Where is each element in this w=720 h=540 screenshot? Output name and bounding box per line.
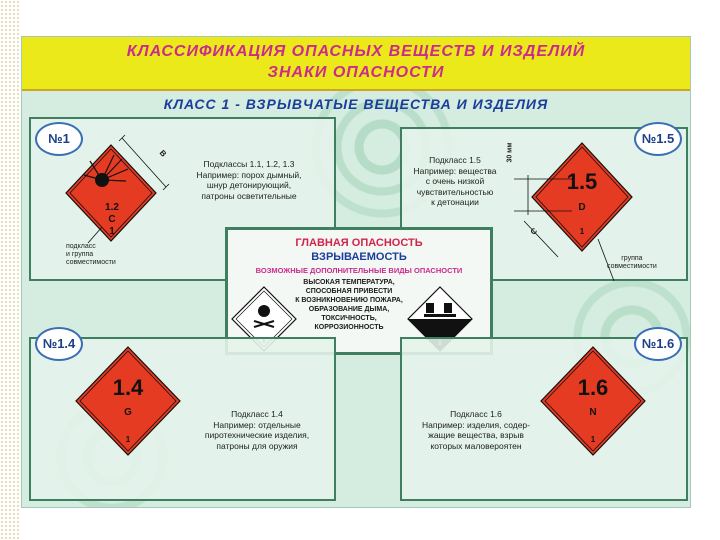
text-n1-line: шнур детонирующий, xyxy=(206,180,292,190)
badge-n1-6: №1.6 xyxy=(634,327,682,361)
text-n1-4 xyxy=(192,409,322,451)
text-n1-6-line: Например: изделия, содер- xyxy=(422,419,530,430)
poster xyxy=(22,37,690,507)
text-n1 xyxy=(174,159,324,201)
sign-1-2-class: 1 xyxy=(109,226,115,237)
badge-n1: №1 xyxy=(35,122,83,156)
poster-title-line1: КЛАССИФИКАЦИЯ ОПАСНЫХ ВЕЩЕСТВ И ИЗДЕЛИЙ xyxy=(126,43,586,60)
callout-n1 xyxy=(66,243,116,267)
callout-n1-5-line: совместимости xyxy=(607,263,657,270)
additional-hazard-item: СПОСОБНАЯ ПРИВЕСТИ xyxy=(305,288,393,295)
text-n1-5-line: Подкласс 1.5 xyxy=(429,155,481,165)
callout-n1-line: и группа xyxy=(66,251,94,258)
sign-1-6-class: 1 xyxy=(590,435,596,444)
callout-n1-line: совместимости xyxy=(66,259,116,266)
additional-hazard-item: ОБРАЗОВАНИЕ ДЫМА, xyxy=(308,306,390,313)
text-n1-6-line: Подкласс 1.6 xyxy=(450,409,502,419)
additional-hazards-list xyxy=(284,278,414,332)
additional-hazard-item: ТОКСИЧНОСТЬ, xyxy=(321,315,377,322)
text-n1-6 xyxy=(406,409,546,451)
text-n1-line: патроны осветительные xyxy=(201,190,297,201)
additional-hazard-item: КОРРОЗИОННОСТЬ xyxy=(314,324,384,331)
callout-n1-line: подкласс xyxy=(66,243,96,250)
text-n1-4-line: пиротехнические изделия, xyxy=(204,430,310,440)
main-hazard-title: ГЛАВНАЯ ОПАСНОСТЬ xyxy=(295,237,423,249)
text-n1-5-line: с очень низкой xyxy=(425,176,485,186)
text-n1-line: Например: порох дымный, xyxy=(196,169,302,180)
text-n1-6-line: которых маловероятен xyxy=(430,440,522,451)
main-hazard-value: ВЗРЫВАЕМОСТЬ xyxy=(311,251,407,263)
sign-1-5-division: 1.5 xyxy=(566,169,598,194)
sign-1-4-division: 1.4 xyxy=(112,375,144,400)
badge-n1-4: №1.4 xyxy=(35,327,83,361)
text-n1-5-line: чувствительностью xyxy=(416,186,494,197)
text-n1-5-line: Например: вещества xyxy=(413,165,497,176)
dimension-30mm: 30 мм xyxy=(506,142,514,163)
sign-1-2-division: 1.2 xyxy=(105,202,119,213)
text-n1-4-line: Подкласс 1.4 xyxy=(231,409,283,419)
dimension-label-c: C xyxy=(528,226,539,237)
text-n1-5 xyxy=(400,155,510,208)
text-n1-line: Подклассы 1.1, 1.2, 1.3 xyxy=(203,159,295,169)
sign-1-5-class: 1 xyxy=(579,227,585,236)
class-subtitle: КЛАСС 1 - ВЗРЫВЧАТЫЕ ВЕЩЕСТВА И ИЗДЕЛИЯ xyxy=(163,96,549,112)
sign-1-4-group: G xyxy=(124,407,132,418)
text-n1-5-line: к детонации xyxy=(431,197,479,207)
sign-1-4-class: 1 xyxy=(125,435,131,444)
additional-hazard-item: ВЫСОКАЯ ТЕМПЕРАТУРА, xyxy=(303,279,395,286)
sign-1-6-division: 1.6 xyxy=(577,375,609,400)
poster-title-line2: ЗНАКИ ОПАСНОСТИ xyxy=(267,64,445,81)
additional-hazard-item: К ВОЗНИКНОВЕНИЮ ПОЖАРА, xyxy=(295,297,403,304)
additional-hazards-title: ВОЗМОЖНЫЕ ДОПОЛНИТЕЛЬНЫЕ ВИДЫ ОПАСНОСТИ xyxy=(255,266,463,275)
text-n1-4-line: Например: отдельные xyxy=(213,419,301,430)
callout-n1-5-line: группа xyxy=(621,255,643,262)
text-n1-4-line: патроны для оружия xyxy=(216,440,298,451)
sign-1-2-group: C xyxy=(108,214,116,225)
sign-1-5-group: D xyxy=(578,202,586,213)
sign-1-4-diamond xyxy=(74,343,194,463)
sign-1-6-diamond xyxy=(535,343,655,463)
text-n1-6-line: жащие вещества, взрыв xyxy=(428,430,524,440)
left-dotted-margin xyxy=(0,0,20,540)
poster-header xyxy=(22,37,690,91)
callout-n1-5 xyxy=(607,255,657,271)
badge-n1-5: №1.5 xyxy=(634,122,682,156)
dimension-label-b: B xyxy=(157,148,169,159)
sign-1-6-group: N xyxy=(589,407,597,418)
